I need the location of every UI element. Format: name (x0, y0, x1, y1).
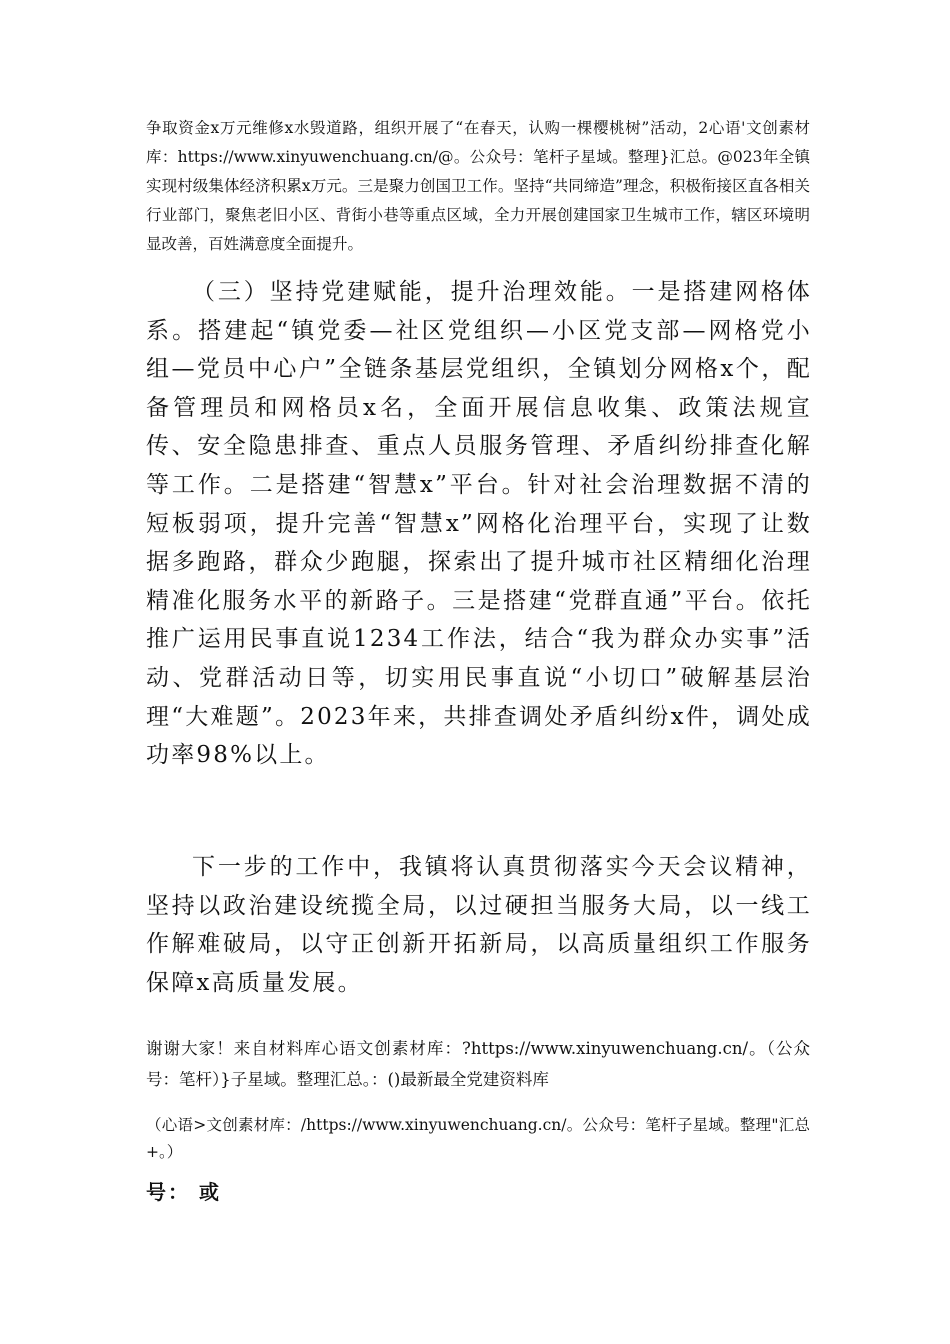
paragraph-thanks: 谢谢大家！来自材料库心语文创素材库：?https://www.xinyuwenchuang.cn/。（公众号：笔杆）}子星域。整理汇总。：()最新最全党建资料库 (146, 1039, 810, 1089)
paragraph-next-steps: 下一步的工作中，我镇将认真贯彻落实今天会议精神，坚持以政治建设统揽全局，以过硬担当服务大局，以一线工作解难破局，以守正创新开拓新局，以高质量组织工作服务保障x高质量发展。 (146, 854, 812, 996)
footer-fragment: 号： 或 (146, 1180, 221, 1204)
paragraph-village-economy: 争取资金x万元维修x水毁道路，组织开展了“在春天，认购一棵樱桃树”活动，2心语'文创素材库：https://www.xinyuwenchuang.cn/@。公众号：笔杆子星域。整理}汇总。@023年全镇实现村级集体经济积累x万元。三是聚力创国卫工作。坚持“共同缔造”理念，积极衔接区直各相关行业部门，聚焦老旧小区、背街小巷等重点区域，全力开展创建国家卫生城市工作，辖区环境明显改善，百姓满意度全面提升。 (146, 119, 810, 253)
paragraph-source-note: （心语>文创素材库：/https://www.xinyuwenchuang.cn/。公众号：笔杆子星域。整理"汇总+。） (146, 1116, 810, 1161)
paragraph-section-three: （三）坚持党建赋能，提升治理效能。一是搭建网格体系。搭建起“镇党委—社区党组织—小区党支部—网格党小组—党员中心户”全链条基层党组织，全镇划分网格x个，配备管理员和网格员x名，全面开展信息收集、政策法规宣传、安全隐患排查、重点人员服务管理、矛盾纠纷排查化解等工作。二是搭建“智慧x”平台。针对社会治理数据不清的短板弱项，提升完善“智慧x”网格化治理平台，实现了让数据多跑路，群众少跑腿，探索出了提升城市社区精细化治理精准化服务水平的新路子。三是搭建“党群直通”平台。依托推广运用民事直说1234工作法，结合“我为群众办实事”活动、党群活动日等，切实用民事直说“小切口”破解基层治理“大难题”。2023年来，共排查调处矛盾纠纷x件，调处成功率98%以上。 (146, 279, 812, 769)
